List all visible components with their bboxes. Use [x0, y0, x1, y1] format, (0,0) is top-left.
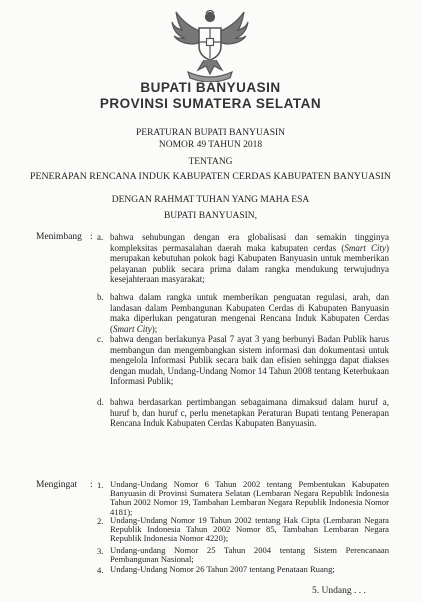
menimbang-item-b: bahwa dalam rangka untuk memberikan penguatan regulasi, arah, dan landasan dalam Pembangunan Kabupaten Cerdas di Kabupaten Banyuasin maka diperlukan pengaturan mengenai Rencana Induk Kabupaten Cerdas (Smart City); [110, 292, 389, 334]
regulation-subject: PENERAPAN RENCANA INDUK KABUPATEN CERDAS KABUPATEN BANYUASIN [30, 171, 391, 182]
mengingat-marker-1: 1. [97, 480, 104, 490]
mengingat-item-4: Undang-Undang Nomor 26 Tahun 2007 tentang Penataan Ruang; [110, 564, 335, 574]
regulation-title: PERATURAN BUPATI BANYUASIN [135, 128, 286, 138]
menimbang-colon: : [90, 232, 93, 242]
mengingat-colon: : [90, 480, 93, 490]
invocation: DENGAN RAHMAT TUHAN YANG MAHA ESA [111, 195, 310, 205]
menimbang-item-d: bahwa berdasarkan pertimbangan sebagaimana dimaksud dalam huruf a, huruf b, dan huruf c, perlu menetapkan Peraturan Bupati tentang Penerapan Rencana Induk Kabupaten Cerdas Kabupaten Banyuasin. [110, 397, 389, 429]
mengingat-marker-2: 2. [97, 516, 104, 526]
menimbang-marker-a: a. [97, 232, 104, 242]
menimbang-item-c: bahwa dengan berlakunya Pasal 7 ayat 3 yang berbunyi Badan Publik harus membangun dan mengembangkan sistem informasi dan dokumentasi untuk mengelola Informasi Publik secara baik dan efisien sehingga dapat diakses dengan mudah, Undang-Undang Nomor 14 Tahun 2008 tentang Keterbukaan Informasi Publik; [110, 334, 389, 387]
garuda-emblem-icon [168, 8, 252, 82]
mengingat-marker-3: 3. [97, 546, 104, 556]
regulation-about: TENTANG [188, 157, 233, 167]
mengingat-item-1: Undang-Undang Nomor 6 Tahun 2002 tentang Pembentukan Kabupaten Banyuasin di Provinsi Sumatera Selatan (Lembaran Negara Republik Indonesia Tahun 2002 Nomor 19, Tambahan Lembaran Negara Republik Indonesia Nomor 4181); [110, 479, 389, 517]
menimbang-marker-d: d. [97, 397, 104, 407]
menimbang-marker-b: b. [97, 292, 104, 302]
mengingat-marker-4: 4. [97, 565, 104, 575]
page-continuation: 5. Undang . . . [312, 586, 366, 596]
issuing-official: BUPATI BANYUASIN, [163, 211, 258, 221]
header-regent-title: BUPATI BANYUASIN [140, 80, 281, 95]
regulation-number: NOMOR 49 TAHUN 2018 [158, 140, 263, 150]
mengingat-item-2: Undang-Undang Nomor 19 Tahun 2002 tentang Hak Cipta (Lembaran Negara Republik Indonesia Tahun 2002 Nomor 85, Tambahan Lembaran Negara Republik Indonesia Nomor 4220); [110, 515, 389, 544]
mengingat-item-3: Undang-undang Nomor 25 Tahun 2004 tentang Sistem Perencanaan Pembangunan Nasional; [110, 545, 389, 565]
menimbang-item-a: bahwa sehubungan dengan era globalisasi dan semakin tingginya kompleksitas permasalahan daerah maka kabupaten cerdas (Smart City) merupakan kebutuhan pokok bagi Kabupaten Banyuasin untuk memberikan pelayanan publik secara prima dalam rangka mendukung terwujudnya kesejahteraan masyarakat; [110, 232, 389, 285]
menimbang-label: Menimbang [36, 232, 82, 242]
mengingat-label: Mengingat [36, 480, 78, 490]
header-province-title: PROVINSI SUMATERA SELATAN [99, 96, 322, 111]
menimbang-marker-c: c. [97, 334, 104, 344]
